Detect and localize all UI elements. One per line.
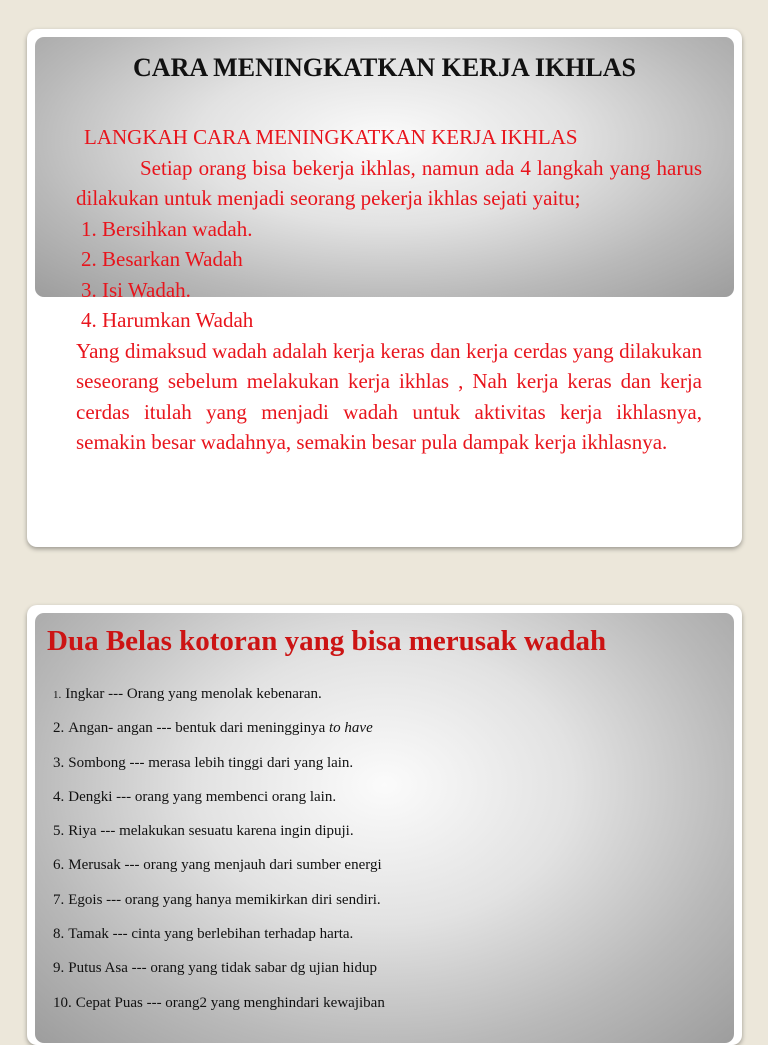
list-item: 3. Sombong --- merasa lebih tinggi dari yang lain. (53, 754, 354, 771)
step-2: 2. Besarkan Wadah (81, 247, 243, 271)
list-item: 10. Cepat Puas --- orang2 yang menghindari kewajiban (53, 994, 385, 1011)
slide-1-heading: LANGKAH CARA MENINGKATKAN KERJA IKHLAS (84, 125, 578, 149)
slide-1-intro: Setiap orang bisa bekerja ikhlas, namun ada 4 langkah yang harus dilakukan untuk menjadi seorang pekerja ikhlas sejati yaitu; (76, 155, 702, 210)
list-item: 4. Dengki --- orang yang membenci orang lain. (53, 788, 337, 805)
kotoran-list (53, 677, 385, 1020)
slide-2-title: Dua Belas kotoran yang bisa merusak wadah (47, 625, 607, 657)
slide-2 (27, 605, 742, 1045)
list-item: 7. Egois --- orang yang hanya memikirkan diri sendiri. (53, 891, 381, 908)
list-item: 1. Ingkar --- Orang yang menolak kebenaran. (53, 686, 322, 702)
slide-1-body (76, 122, 702, 458)
list-item: 5. Riya --- melakukan sesuatu karena ingin dipuji. (53, 823, 354, 840)
slide-1-title: CARA MENINGKATKAN KERJA IKHLAS (133, 53, 636, 82)
step-4: 4. Harumkan Wadah (81, 308, 254, 332)
list-item: 6. Merusak --- orang yang menjauh dari sumber energi (53, 857, 382, 874)
list-item: 2. Angan- angan --- bentuk dari meningginya to have (53, 720, 373, 737)
step-3: 3. Isi Wadah. (81, 277, 191, 302)
slide-1-closing: Yang dimaksud wadah adalah kerja keras dan kerja cerdas yang dilakukan seseorang sebelum melakukan kerja ikhlas , Nah kerja keras dan kerja cerdas itulah yang menjadi wadah untuk aktivitas kerja ikhlasnya, semakin besar wadahnya, semakin besar pula dampak kerja ikhlasnya. (76, 338, 702, 454)
step-1: 1. Bersihkan wadah. (81, 216, 253, 241)
italic-term: to have (329, 720, 373, 737)
slide-1 (27, 29, 742, 547)
list-item: 9. Putus Asa --- orang yang tidak sabar dg ujian hidup (53, 960, 377, 977)
list-item: 8. Tamak --- cinta yang berlebihan terhadap harta. (53, 926, 354, 943)
